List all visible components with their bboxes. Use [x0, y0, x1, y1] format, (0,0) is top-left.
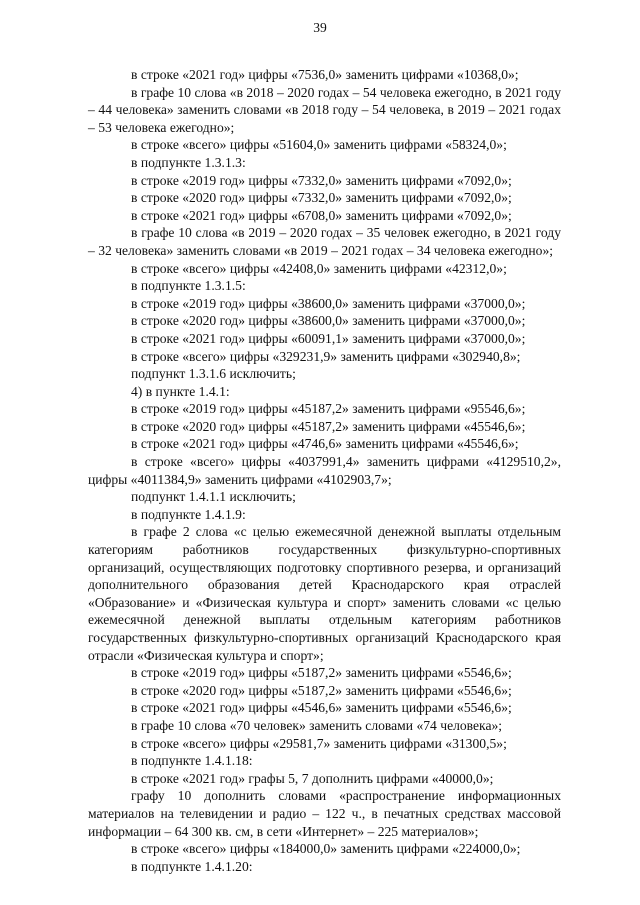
paragraph: подпункт 1.3.1.6 исключить;	[131, 366, 296, 382]
paragraph: в строке «2019 год» цифры «5187,2» заменить цифрами «5546,6»;	[131, 665, 512, 681]
paragraph: в строке «2021 год» цифры «4746,6» заменить цифрами «45546,6»;	[131, 436, 519, 452]
paragraph: в строке «всего» цифры «29581,7» заменить цифрами «31300,5»;	[131, 735, 507, 751]
paragraph: в строке «2021 год» цифры «6708,0» заменить цифрами «7092,0»;	[131, 207, 512, 223]
paragraph: в строке «2021 год» цифры «7536,0» заменить цифрами «10368,0»;	[131, 67, 519, 82]
paragraph: в строке «всего» цифры «51604,0» заменить цифрами «58324,0»;	[131, 137, 507, 153]
paragraph: в подпункте 1.4.1.9:	[131, 506, 246, 522]
paragraph: в строке «2020 год» цифры «5187,2» заменить цифрами «5546,6»;	[131, 682, 512, 698]
paragraph: в строке «всего» цифры «329231,9» заменить цифрами «302940,8»;	[131, 348, 521, 364]
paragraph: в графе 10 слова «в 2019 – 2020 годах – 35 человек ежегодно, в 2021 году – 32 человека» заменить словами «в 2019 – 2021 годах – 34 человека ежегодно»;	[88, 225, 561, 258]
paragraph: в подпункте 1.3.1.3:	[131, 154, 246, 170]
paragraph: в строке «2019 год» цифры «38600,0» заменить цифрами «37000,0»;	[131, 295, 526, 311]
paragraph: в графе 2 слова «с целью ежемесячной денежной выплаты отдельным категориям работников государственных физкультурно-спортивных организаций, осуществляющих подготовку спортивного резерва, и организаций дополнительного образования детей Краснодарского края отраслей «Образование» и «Физическая культура и спорт» заменить словами «с целью ежемесячной денежной выплаты отдельным категориям работников государственных физкультурно-спортивных организаций Краснодарского края отрасли «Физическая культура и спорт»;	[88, 524, 561, 663]
paragraph: в строке «всего» цифры «184000,0» заменить цифрами «224000,0»;	[131, 841, 521, 857]
paragraph: в строке «2021 год» графы 5, 7 дополнить цифрами «40000,0»;	[131, 770, 494, 786]
paragraph: в строке «всего» цифры «42408,0» заменить цифрами «42312,0»;	[131, 260, 507, 276]
paragraph: в строке «всего» цифры «4037991,4» заменить цифрами «4129510,2», цифры «4011384,9» заменить цифрами «4102903,7»;	[88, 454, 561, 487]
paragraph: в графе 10 слова «70 человек» заменить словами «74 человека»;	[131, 717, 503, 733]
paragraph: в строке «2021 год» цифры «60091,1» заменить цифрами «37000,0»;	[131, 330, 526, 346]
document-body	[88, 66, 561, 875]
paragraph: в подпункте 1.3.1.5:	[131, 278, 246, 294]
paragraph: в строке «2019 год» цифры «7332,0» заменить цифрами «7092,0»;	[131, 172, 512, 188]
paragraph: подпункт 1.4.1.1 исключить;	[131, 489, 296, 505]
paragraph: в строке «2020 год» цифры «45187,2» заменить цифрами «45546,6»;	[131, 418, 526, 434]
paragraph: 4) в пункте 1.4.1:	[131, 383, 230, 399]
paragraph: в подпункте 1.4.1.20:	[131, 858, 253, 874]
page-number: 39	[313, 20, 327, 35]
paragraph: в строке «2019 год» цифры «45187,2» заменить цифрами «95546,6»;	[131, 401, 526, 417]
paragraph: в строке «2021 год» цифры «4546,6» заменить цифрами «5546,6»;	[131, 700, 512, 716]
paragraph: графу 10 дополнить словами «распространение информационных материалов на телевидении и радио – 122 ч., в печатных средствах массовой информации – 64 300 кв. см, в сети «Интернет» – 225 материалов»;	[88, 788, 561, 839]
paragraph: в подпункте 1.4.1.18:	[131, 753, 253, 769]
paragraph: в графе 10 слова «в 2018 – 2020 годах – 54 человека ежегодно, в 2021 году – 44 человека» заменить словами «в 2018 году – 54 человека, в 2019 – 2021 годах – 53 человека ежегодно»;	[88, 84, 561, 135]
paragraph: в строке «2020 год» цифры «7332,0» заменить цифрами «7092,0»;	[131, 190, 512, 206]
paragraph: в строке «2020 год» цифры «38600,0» заменить цифрами «37000,0»;	[131, 313, 526, 329]
